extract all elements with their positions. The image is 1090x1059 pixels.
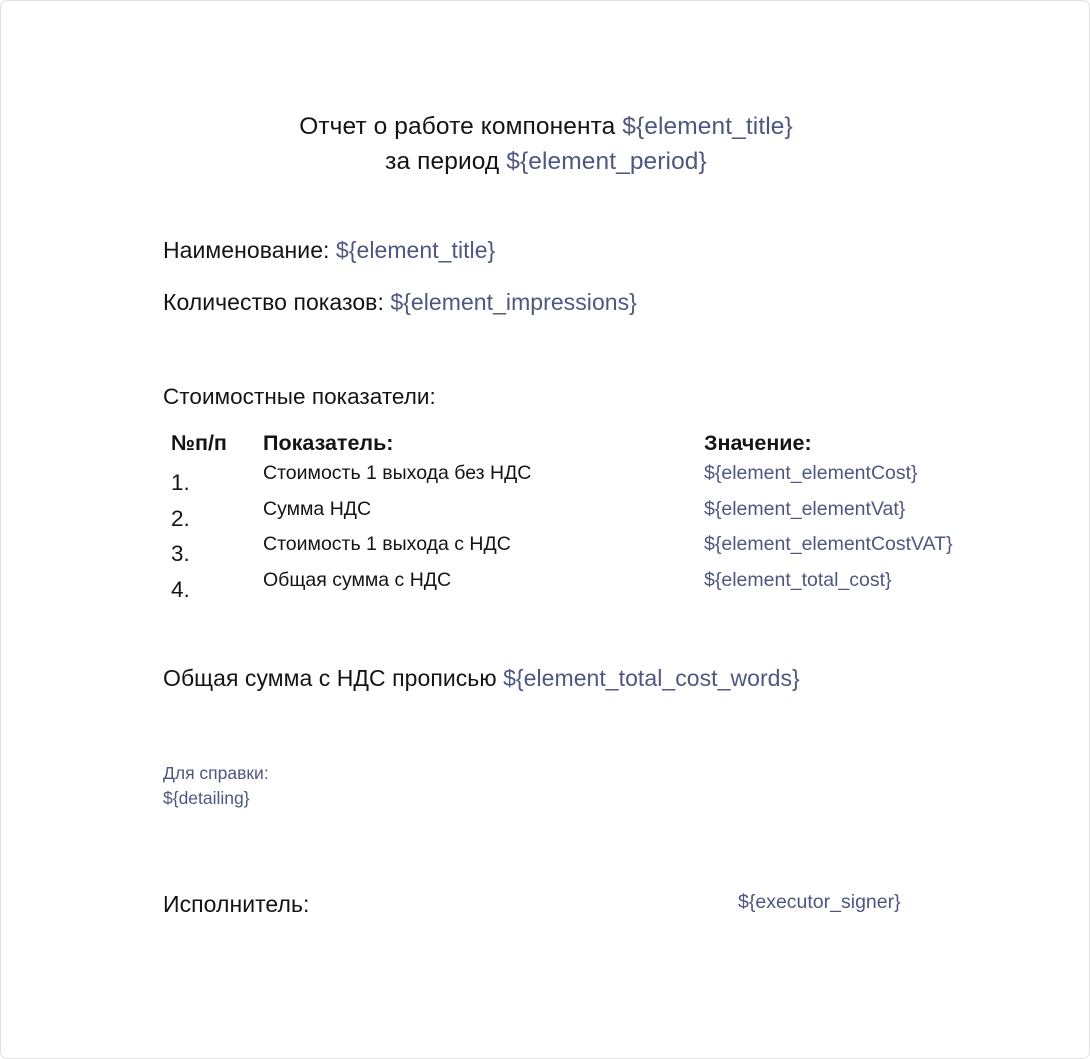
document-subtitle <box>1 144 1090 179</box>
table-cell-value: ${element_elementCostVAT} <box>704 533 953 555</box>
total-cost-words <box>163 663 800 693</box>
title-text: Отчет о работе компонента <box>299 113 623 140</box>
report-document <box>1 1 1090 1059</box>
table-cell-indicator: Сумма НДС <box>263 497 372 520</box>
table-row <box>1 569 1090 605</box>
reference-note <box>163 761 269 811</box>
signature-label: Исполнитель: <box>163 891 310 917</box>
total-cost-words-value: ${element_total_cost_words} <box>503 665 800 691</box>
table-header-indicator: Показатель: <box>263 431 394 455</box>
document-title <box>1 109 1090 179</box>
table-cell-indicator: Стоимость 1 выхода с НДС <box>263 533 511 555</box>
table-cell-number: 4. <box>171 576 190 602</box>
reference-note-value: ${detailing} <box>163 788 250 808</box>
table-cell-value: ${element_elementVat} <box>704 497 906 520</box>
total-cost-words-label: Общая сумма с НДС прописью <box>163 665 504 691</box>
reference-note-label: Для справки: <box>163 763 269 783</box>
table-cell-number: 2. <box>171 505 190 531</box>
cost-indicators-table <box>1 431 1090 604</box>
field-name-label: Наименование: <box>163 237 336 263</box>
field-impressions <box>163 287 637 317</box>
table-row <box>1 462 1090 498</box>
table-header-number: №п/п <box>171 431 227 455</box>
table-cell-value: ${element_elementCost} <box>704 462 918 484</box>
subtitle-text: за период <box>385 148 507 175</box>
field-impressions-label: Количество показов: <box>163 289 391 315</box>
table-cell-number: 3. <box>171 541 190 566</box>
table-header-row <box>1 431 1090 462</box>
title-variable: ${element_title} <box>622 113 793 140</box>
field-impressions-value: ${element_impressions} <box>390 289 637 315</box>
table-header-value: Значение: <box>704 431 812 455</box>
field-name-value: ${element_title} <box>335 237 496 263</box>
table-row <box>1 533 1090 569</box>
field-name <box>163 235 495 265</box>
cost-section-heading: Стоимостные показатели: <box>163 384 436 409</box>
table-cell-indicator: Общая сумма с НДС <box>263 568 452 591</box>
table-row <box>1 498 1090 534</box>
table-cell-number: 1. <box>171 470 190 495</box>
subtitle-variable: ${element_period} <box>506 148 707 175</box>
signature-value: ${executor_signer} <box>738 891 901 913</box>
table-cell-value: ${element_total_cost} <box>704 568 892 591</box>
table-cell-indicator: Стоимость 1 выхода без НДС <box>263 462 532 484</box>
